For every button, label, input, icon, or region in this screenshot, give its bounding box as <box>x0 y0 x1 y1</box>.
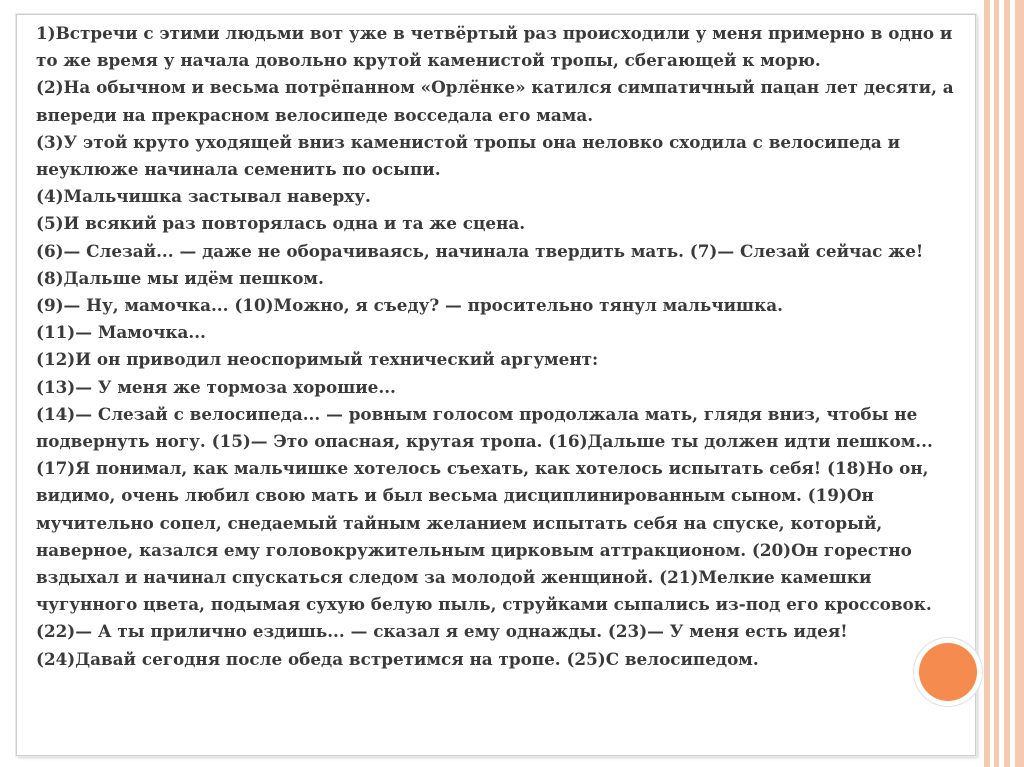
paragraph: (3)У этой круто уходящей вниз каменистой тропы она неловко сходила с велосипеда и неуклюже начинала семенить по осыпи. <box>36 131 901 180</box>
paragraph: (13)— У меня же тормоза хорошие... <box>36 376 396 397</box>
paragraph: (5)И всякий раз повторялась одна и та же сцена. <box>36 213 526 234</box>
paragraph: (22)— А ты прилично ездишь... — сказал я ему однажды. (23)— У меня есть идея! <box>36 621 848 642</box>
paragraph: (14)— Слезай с велосипеда... — ровным голосом продолжала мать, глядя вниз, чтобы не подвернуть ногу. (15)— Это опасная, крутая тропа. (16)Дальше ты должен идти пешком... <box>36 403 933 452</box>
paragraph: (17)Я понимал, как мальчишке хотелось съехать, как хотелось испытать себя! (18)Но он, видимо, очень любил свою мать и был весьма дисциплинированным сыном. (19)Он мучительно сопел, снедаемый тайным желанием испытать себя на спуске, который, наверное, казался ему головокружительным цирковым аттракционом. (20)Он горестно вздыхал и начинал спускаться следом за молодой женщиной. (21)Мелкие камешки чугунного цвета, подымая сухую белую пыль, струйками сыпались из-под его кроссовок. <box>36 458 932 615</box>
paragraph: (24)Давай сегодня после обеда встретимся на тропе. (25)С велосипедом. <box>36 648 759 669</box>
text-body <box>36 20 956 673</box>
paragraph: (11)— Мамочка... <box>36 322 206 343</box>
stripe <box>1015 0 1024 767</box>
decorative-circle <box>919 643 977 701</box>
paragraph: (12)И он приводил неоспоримый технический аргумент: <box>36 349 599 370</box>
paragraph: (6)— Слезай... — даже не оборачиваясь, начинала твердить мать. (7)— Слезай сейчас же! (8)Дальше мы идём пешком. <box>36 240 924 288</box>
paragraph: (2)На обычном и весьма потрёпанном «Орлёнке» катился симпатичный пацан лет десяти, а впереди на прекрасном велосипеде восседала его мама. <box>36 77 954 125</box>
paragraph: 1)Встречи с этими людьми вот уже в четвёртый раз происходили у меня примерно в одно и то же время у начала довольно крутой каменистой тропы, сбегающей к морю. <box>36 23 953 71</box>
paragraph: (9)— Ну, мамочка... (10)Можно, я съеду? — просительно тянул мальчишка. <box>36 295 783 316</box>
decorative-stripes <box>984 0 1024 767</box>
paragraph: (4)Мальчишка застывал наверху. <box>36 186 371 207</box>
